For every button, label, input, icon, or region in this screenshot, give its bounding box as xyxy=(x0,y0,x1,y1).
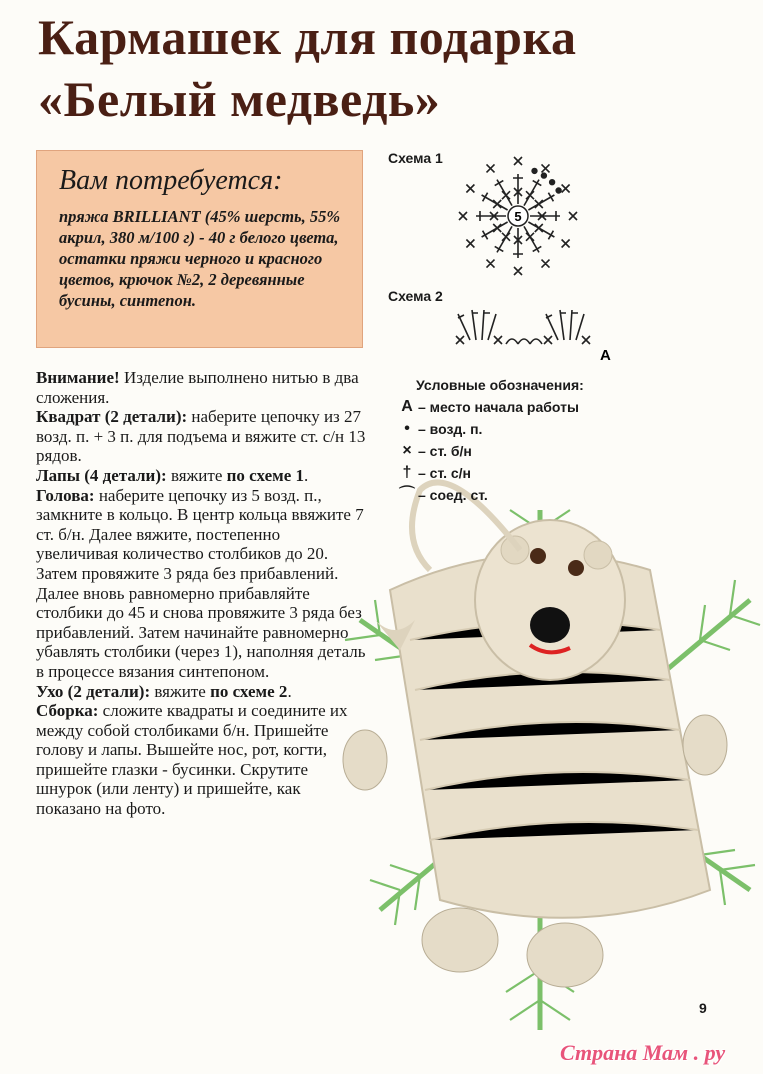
instruction-end: . xyxy=(304,465,309,485)
start-marker-icon: A xyxy=(401,398,413,415)
legend xyxy=(396,374,584,506)
chain-dot xyxy=(542,173,547,178)
chain-dot xyxy=(556,188,561,193)
schema1-diagram xyxy=(448,150,588,280)
instruction-square xyxy=(36,407,366,466)
legend-text: – соед. ст. xyxy=(418,487,488,503)
page-title xyxy=(38,6,738,130)
instruction-paws xyxy=(36,466,366,486)
bear-photo xyxy=(320,470,763,1040)
instruction-label: Голова: xyxy=(36,485,95,505)
instruction-text: сложите квадраты и соедините их между собой столбиками б/н. Пришейте голову и лапы. Вышейте нос, рот, когти, пришейте глазки - бусинки. Скрутите шнурок (или ленту) и пришейте, как показано на фото. xyxy=(36,701,348,819)
legend-text: – место начала работы xyxy=(418,399,579,415)
instruction-label: Квадрат (2 детали): xyxy=(36,407,188,427)
instruction-label: Ухо (2 детали): xyxy=(36,681,151,701)
instructions xyxy=(36,368,366,819)
schema1-center-number: 5 xyxy=(514,209,522,224)
legend-text: – возд. п. xyxy=(418,421,483,437)
dagger-icon: † xyxy=(402,464,412,481)
legend-text: – ст. б/н xyxy=(418,443,472,459)
materials-box xyxy=(36,150,363,348)
title-line-2: «Белый медведь» xyxy=(38,71,441,127)
arc-icon: ⌒ xyxy=(398,486,415,503)
chain-dot xyxy=(532,169,537,174)
instruction-ear xyxy=(36,682,366,702)
instruction-text: наберите цепочку из 27 возд. п. + 3 п. для подъема и вяжите ст. с/н 13 рядов. xyxy=(36,407,366,466)
instruction-attention xyxy=(36,368,366,407)
cross-icon: × xyxy=(402,442,412,459)
instruction-text: Изделие выполнено нитью в два сложения. xyxy=(36,368,359,407)
dot-icon: • xyxy=(404,420,410,437)
instruction-label: Внимание! xyxy=(36,368,120,387)
schema2-start-marker: A xyxy=(600,347,611,364)
instruction-head xyxy=(36,486,366,682)
chain-dot xyxy=(550,180,555,185)
legend-item-double xyxy=(396,462,584,484)
legend-item-chain xyxy=(396,418,584,440)
instruction-text: вяжите xyxy=(166,465,227,485)
legend-item-slip xyxy=(396,484,584,506)
bear xyxy=(343,483,727,988)
legend-item-single xyxy=(396,440,584,462)
schema1-label: Схема 1 xyxy=(388,150,443,166)
instruction-text: наберите цепочку из 5 возд. п., замкните в кольцо. В центр кольца ввяжите 7 ст. б/н. Далее вяжите, постепенно увеличивая количество столбиков до 20. Затем провяжите 3 ряда без прибавлений. Далее вновь равномерно прибавляйте столбики до 45 и снова провяжите 3 ряда без прибавлений. Затем начинайте равномерно убавлять столбики (через 1), наполняя деталь в процессе вязания синтепоном. xyxy=(36,485,366,681)
legend-text: – ст. с/н xyxy=(418,465,471,481)
title-line-1: Кармашек для подарка xyxy=(38,9,577,65)
legend-heading: Условные обозначения: xyxy=(416,377,584,393)
instruction-tail: по схеме 2 xyxy=(210,681,288,701)
materials-body: пряжа BRILLIANT (45% шерсть, 55% акрил, 380 м/100 г) - 40 г белого цвета, остатки пряжи черного и красного цветов, крючок №2, 2 деревянные бусины, синтепон. xyxy=(59,207,341,310)
instruction-label: Сборка: xyxy=(36,701,99,721)
legend-item-start xyxy=(396,396,584,418)
instruction-end: . xyxy=(287,681,292,701)
schema2-diagram xyxy=(448,300,618,365)
watermark: Страна Мам . ру xyxy=(560,1040,726,1065)
instruction-assembly xyxy=(36,701,366,819)
instruction-text: вяжите xyxy=(150,681,211,701)
instruction-label: Лапы (4 детали): xyxy=(36,465,167,485)
instruction-tail: по схеме 1 xyxy=(226,465,305,485)
schema2-label: Схема 2 xyxy=(388,288,443,304)
materials-heading: Вам потребуется: xyxy=(59,165,283,196)
page-number: 9 xyxy=(699,1000,707,1016)
